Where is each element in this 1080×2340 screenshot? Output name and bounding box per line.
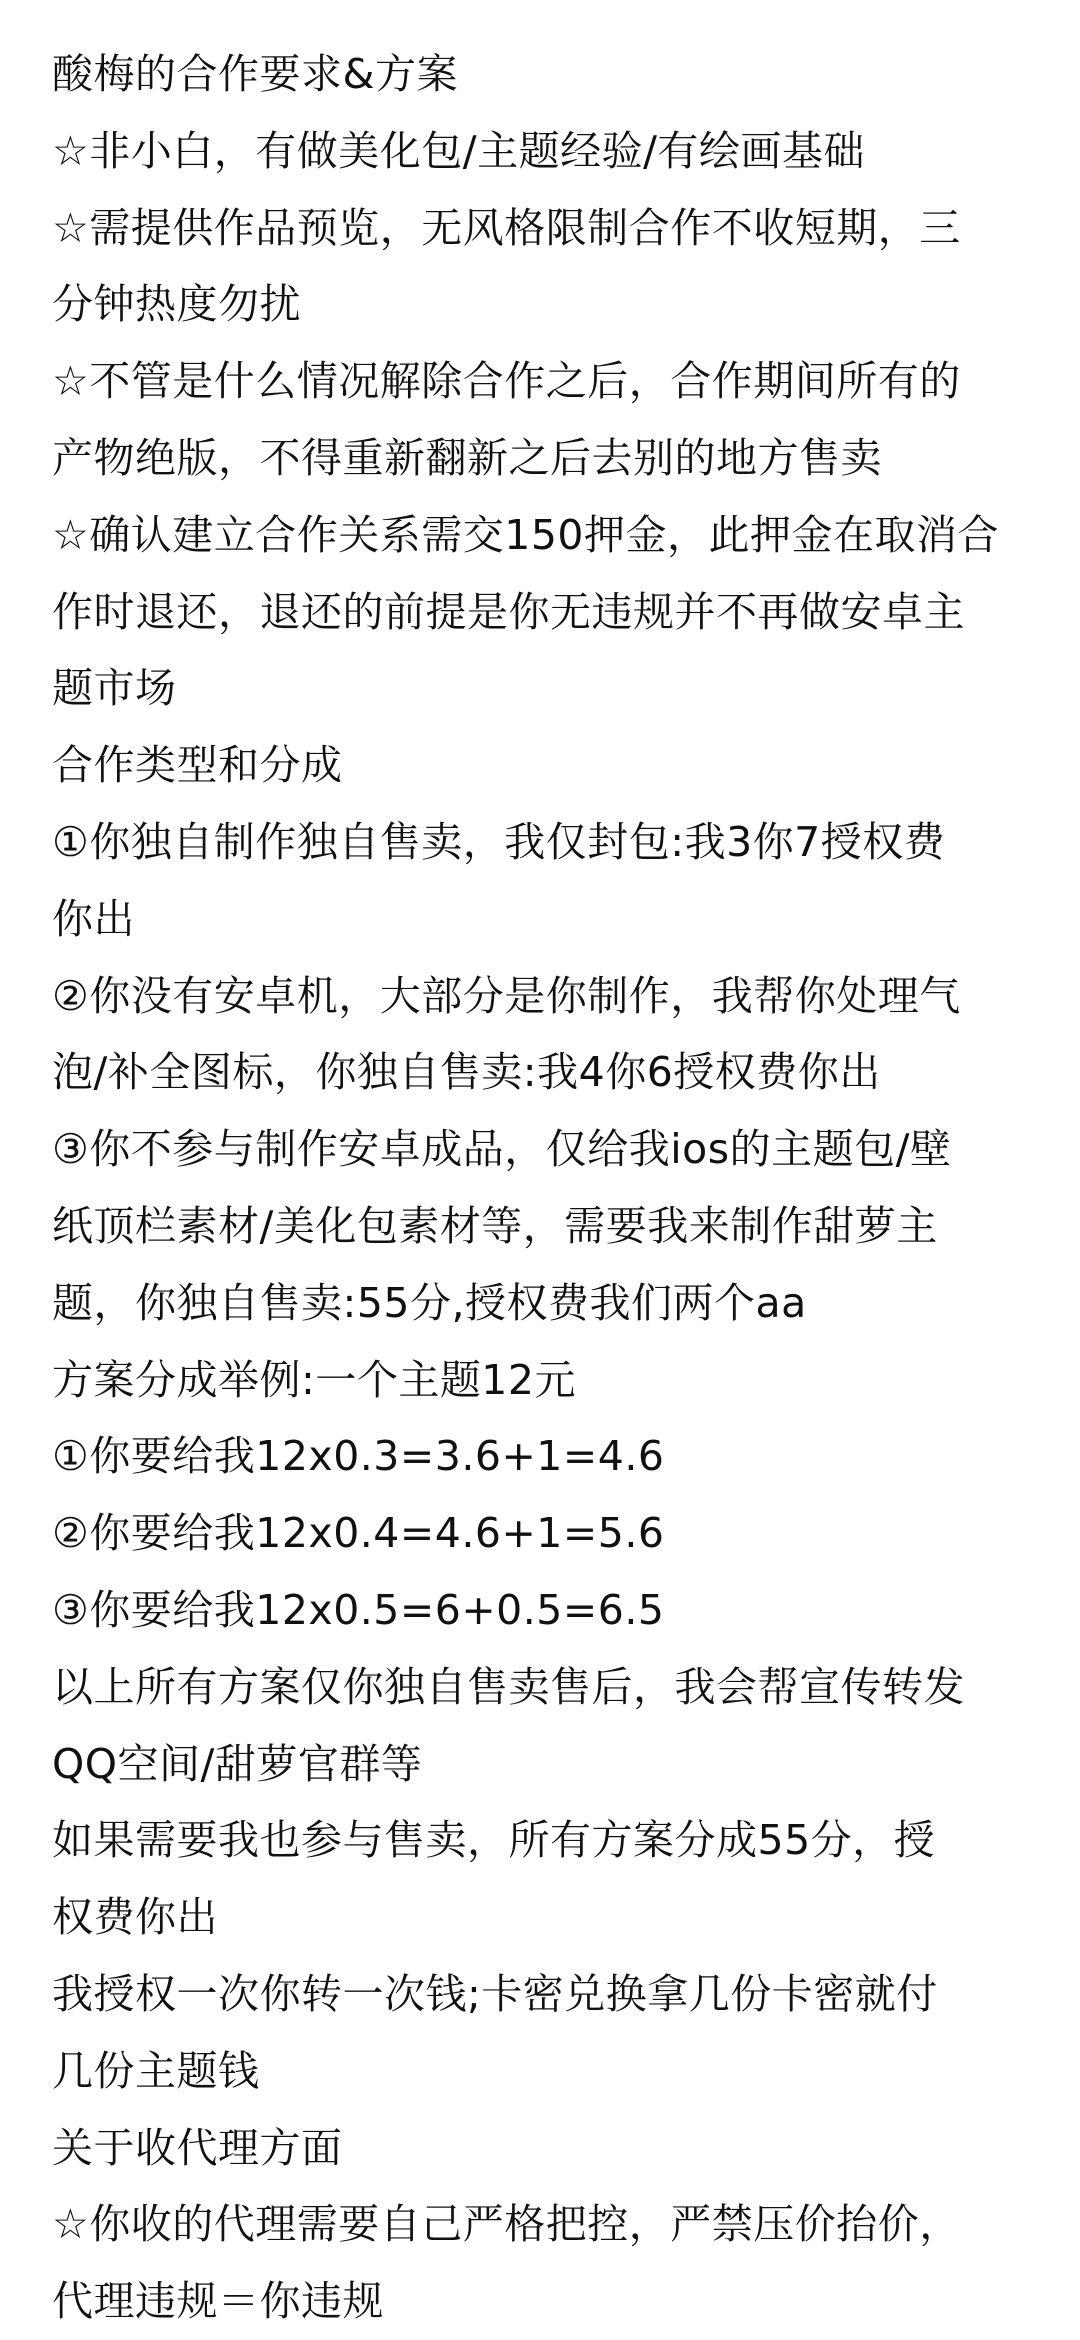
section-heading: 方案分成举例:一个主题12元 [52, 1355, 576, 1404]
requirement-line: 作时退还，退还的前提是你无违规并不再做安卓主 [52, 587, 965, 636]
example-line: ③你要给我12x0.5=6+0.5=6.5 [52, 1585, 665, 1634]
note-line: 我授权一次你转一次钱;卡密兑换拿几份卡密就付 [52, 1969, 938, 2018]
section-heading: 关于收代理方面 [52, 2123, 343, 2172]
note-line: 权费你出 [52, 1893, 218, 1942]
requirement-line: ☆确认建立合作关系需交150押金，此押金在取消合 [52, 510, 1000, 559]
cooperation-type-line: ②你没有安卓机，大部分是你制作，我帮你处理气 [52, 971, 961, 1020]
requirement-line: 题市场 [52, 664, 177, 713]
cooperation-type-line: ③你不参与制作安卓成品，仅给我ios的主题包/壁 [52, 1125, 952, 1174]
agent-rule-line: ☆你收的代理需要自己严格把控，严禁压价抬价， [52, 2200, 961, 2249]
cooperation-type-line: 题，你独自售卖:55分,授权费我们两个aa [52, 1278, 807, 1327]
note-line: 以上所有方案仅你独自售卖售后，我会帮宣传转发 [52, 1662, 965, 1711]
agent-rule-line: 代理违规＝你违规 [52, 2277, 384, 2326]
note-line: 几份主题钱 [52, 2046, 260, 2095]
note-line: QQ空间/甜萝官群等 [52, 1739, 423, 1788]
note-line: 如果需要我也参与售卖，所有方案分成55分，授 [52, 1816, 936, 1865]
document-body [52, 0, 1032, 2340]
requirement-line: ☆需提供作品预览，无风格限制合作不收短期，三 [52, 203, 961, 252]
requirement-line: 产物绝版，不得重新翻新之后去别的地方售卖 [52, 433, 882, 482]
title-line: 酸梅的合作要求&方案 [52, 50, 458, 98]
example-line: ②你要给我12x0.4=4.6+1=5.6 [52, 1509, 665, 1558]
requirement-line: ☆非小白，有做美化包/主题经验/有绘画基础 [52, 126, 865, 175]
section-heading: 合作类型和分成 [52, 741, 343, 790]
requirement-line: ☆不管是什么情况解除合作之后，合作期间所有的 [52, 357, 961, 406]
requirement-line: 分钟热度勿扰 [52, 280, 301, 329]
cooperation-type-line: 你出 [52, 894, 135, 943]
cooperation-type-line: 纸顶栏素材/美化包素材等，需要我来制作甜萝主 [52, 1201, 938, 1250]
example-line: ①你要给我12x0.3=3.6+1=4.6 [52, 1432, 665, 1481]
cooperation-type-line: ①你独自制作独自售卖，我仅封包:我3你7授权费 [52, 817, 946, 866]
cooperation-type-line: 泡/补全图标，你独自售卖:我4你6授权费你出 [52, 1048, 881, 1097]
